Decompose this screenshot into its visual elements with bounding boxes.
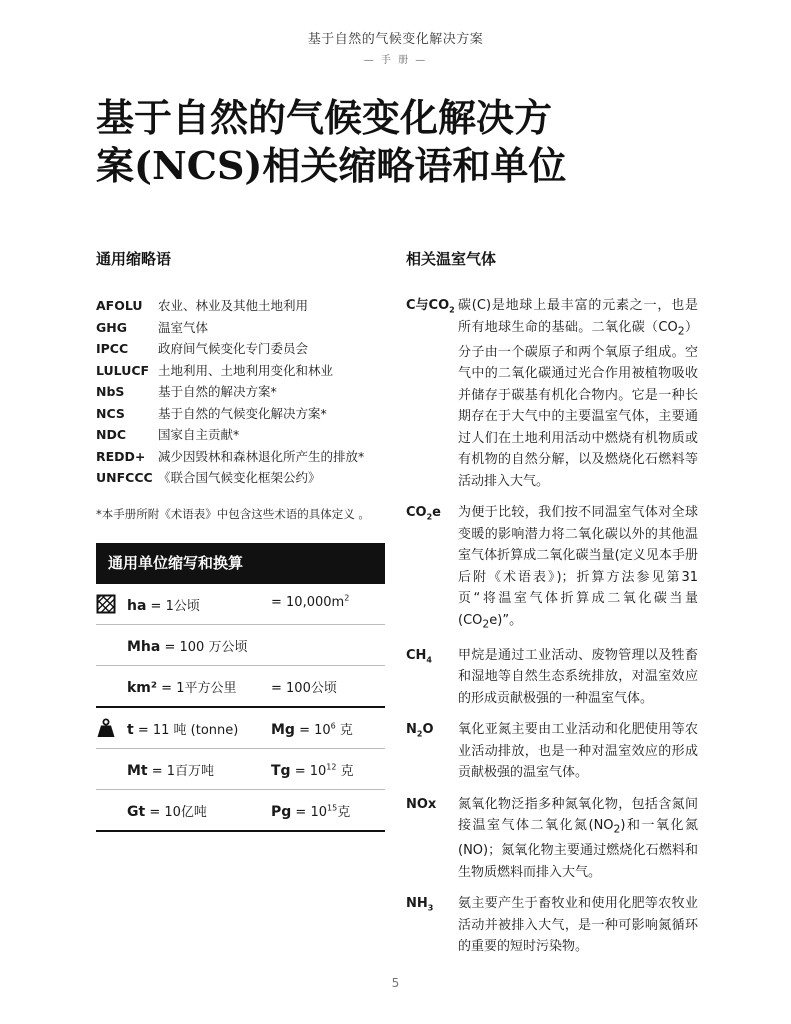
ghg-description: 碳(C)是地球上最丰富的元素之一，也是所有地球生命的基础。二氧化碳$(CO_2)$分子由一个碳原子和两个氧原子组成。空气中的二氧化碳通过光合作用被植物吸收并储存于碳基有机化合物内。它是一种长期存在于大气中的主要温室气体，主要通过人们在土地利用活动中燃烧有机物质或有机物的自然分解，以及燃烧化石燃料等活动排入大气。 [458, 298, 698, 489]
abbreviation-definition: 基于自然的解决方案* [158, 384, 277, 399]
ghg-entry [406, 893, 698, 958]
ghg-heading: 相关温室气体 [406, 250, 497, 268]
page-title [96, 94, 716, 190]
abbreviation-definition: 《联合国气候变化框架公约》 [158, 470, 321, 485]
page-title-line2: 案(NCS)相关缩略语和单位 [96, 143, 567, 188]
abbreviation-code: GHG [96, 319, 127, 335]
unit-symbol: Mt [127, 763, 148, 779]
unit-conversion [271, 801, 350, 820]
ghg-symbol: NOx [406, 796, 437, 812]
unit-definition [127, 801, 207, 820]
unit-value: = 11 吨 (tonne) [133, 723, 239, 738]
ghg-entry [406, 295, 698, 492]
ghg-entry [406, 794, 698, 884]
weight-icon [96, 718, 116, 738]
unit-exponent: 12 [326, 762, 337, 772]
unit-row [96, 625, 385, 666]
running-header [0, 28, 791, 66]
abbreviation-row [96, 446, 386, 468]
units-heading: 通用单位缩写和换算 [96, 543, 385, 584]
ghg-description: 甲烷是通过工业活动、废物管理以及牲畜和湿地等自然生态系统排放，对温室效应的形成贡献极强的一种温室气体。 [458, 647, 698, 706]
unit-definition [127, 719, 238, 738]
ghg-description: 氮氧化物泛指多种氮氧化物，包括含氮间接温室气体二氧化氮$(NO_2)$和一氧化氮(NO)；氮氧化物主要通过燃烧化石燃料和生物质燃料而排入大气。 [458, 796, 698, 880]
ghg-description: 氧化亚氮主要由工业活动和化肥使用等农业活动排放，也是一种对温室效应的形成贡献极强的温室气体。 [458, 722, 698, 781]
page-title-line1: 基于自然的气候变化解决方 [96, 95, 553, 140]
unit-value: = 1公顷 [146, 599, 200, 614]
abbreviation-code: LULUCF [96, 362, 150, 378]
ghg-symbol: C与$CO_2$ [406, 298, 455, 315]
unit-value: = 1平方公里 [157, 681, 237, 696]
abbreviation-row [96, 424, 386, 446]
unit-row [96, 666, 385, 708]
abbreviation-definition: 政府间气候变化专门委员会 [158, 341, 309, 356]
unit-value: = 10 [290, 764, 327, 779]
unit-row [96, 790, 385, 832]
abbreviation-code: IPCC [96, 341, 129, 356]
unit-value: = 100 万公顷 [160, 640, 248, 655]
abbreviations-heading: 通用缩略语 [96, 250, 172, 268]
header-subtitle: — 手 册 — [363, 55, 428, 66]
abbreviation-definition: 国家自主贡献* [158, 427, 240, 442]
unit-row [96, 584, 385, 625]
unit-value: = 10亿吨 [145, 805, 207, 820]
unit-symbol: ha [127, 598, 147, 614]
abbreviation-code: NbS [96, 384, 125, 399]
ghg-section [406, 248, 698, 968]
abbreviation-definition: 温室气体 [158, 319, 209, 335]
unit-symbol: Gt [127, 804, 146, 820]
abbreviations-footnote: *本手册所附《术语表》中包含这些术语的具体定义 。 [96, 506, 370, 521]
unit-definition [127, 595, 200, 614]
ghg-entry [406, 645, 698, 710]
abbreviation-code: UNFCCC [96, 470, 153, 485]
unit-value: = 10 [294, 723, 331, 738]
ghg-symbol: $N_2O$ [406, 722, 434, 739]
unit-symbol: t [127, 722, 134, 738]
ghg-description: 为便于比较，我们按不同温室气体对全球变暖的影响潜力将二氧化碳以外的其他温室气体折算成二氧化碳当量(定义见本手册后附《术语表》)；折算方法参见第31页“将温室气体折算成二氧化碳当量$(CO_2e)$”。 [458, 505, 698, 631]
unit-exponent: 15 [327, 803, 338, 813]
page-number: 5 [391, 976, 400, 990]
ghg-symbol: $NH_3$ [406, 896, 434, 913]
abbreviation-code: AFOLU [96, 298, 143, 313]
ghg-description: 氨主要产生于畜牧业和使用化肥等农牧业活动并被排入大气，是一种可影响氮循环的重要的短时污染物。 [458, 896, 698, 955]
unit-value: = 10,000m [271, 595, 345, 610]
abbreviation-code: NCS [96, 405, 125, 421]
unit-value: = 1百万吨 [147, 764, 215, 779]
unit-suffix: 克 [336, 764, 354, 779]
abbreviation-definition: 农业、林业及其他土地利用 [158, 298, 309, 313]
unit-exponent: 2 [344, 593, 350, 603]
unit-conversion [271, 760, 354, 779]
abbreviation-code: REDD+ [96, 448, 146, 464]
unit-definition [127, 760, 214, 779]
unit-suffix: 克 [335, 723, 353, 738]
unit-value: = 10 [291, 805, 327, 820]
unit-definition [127, 677, 236, 696]
ghg-symbol: $CO_2e$ [406, 505, 441, 522]
unit-row [96, 749, 385, 790]
ghg-entry [406, 502, 698, 635]
abbreviation-row [96, 338, 386, 360]
unit-symbol: km² [127, 680, 158, 696]
unit-conversion [271, 595, 349, 610]
abbreviation-list [96, 295, 386, 489]
abbreviation-definition: 土地利用、土地利用变化和林业 [158, 362, 334, 378]
abbreviation-row [96, 403, 386, 425]
abbreviation-row [96, 295, 386, 317]
abbreviation-code: NDC [96, 427, 127, 442]
ghg-entry [406, 719, 698, 784]
ghg-symbol: $CH_4$ [406, 647, 432, 665]
unit-conversion: = 100公顷 [271, 681, 337, 696]
abbreviation-row [96, 317, 386, 339]
unit-exponent: 6 [330, 721, 336, 731]
unit-suffix: 克 [337, 805, 351, 820]
unit-symbol: Tg [271, 763, 291, 779]
abbreviation-definition: 减少因毁林和森林退化所产生的排放* [158, 448, 365, 464]
unit-symbol: Mg [271, 722, 295, 738]
units-table [96, 543, 385, 832]
unit-row [96, 708, 385, 749]
abbreviation-definition: 基于自然的气候变化解决方案* [158, 405, 327, 421]
abbreviation-row [96, 360, 386, 382]
header-title: 基于自然的气候变化解决方案 [307, 32, 484, 47]
unit-conversion [271, 719, 353, 738]
unit-symbol: Mha [127, 639, 161, 655]
area-grid-icon [96, 594, 116, 614]
abbreviation-row [96, 381, 386, 403]
unit-symbol: Pg [271, 804, 292, 820]
abbreviation-row [96, 467, 386, 489]
abbreviations-section [96, 248, 386, 522]
unit-definition [127, 636, 247, 655]
